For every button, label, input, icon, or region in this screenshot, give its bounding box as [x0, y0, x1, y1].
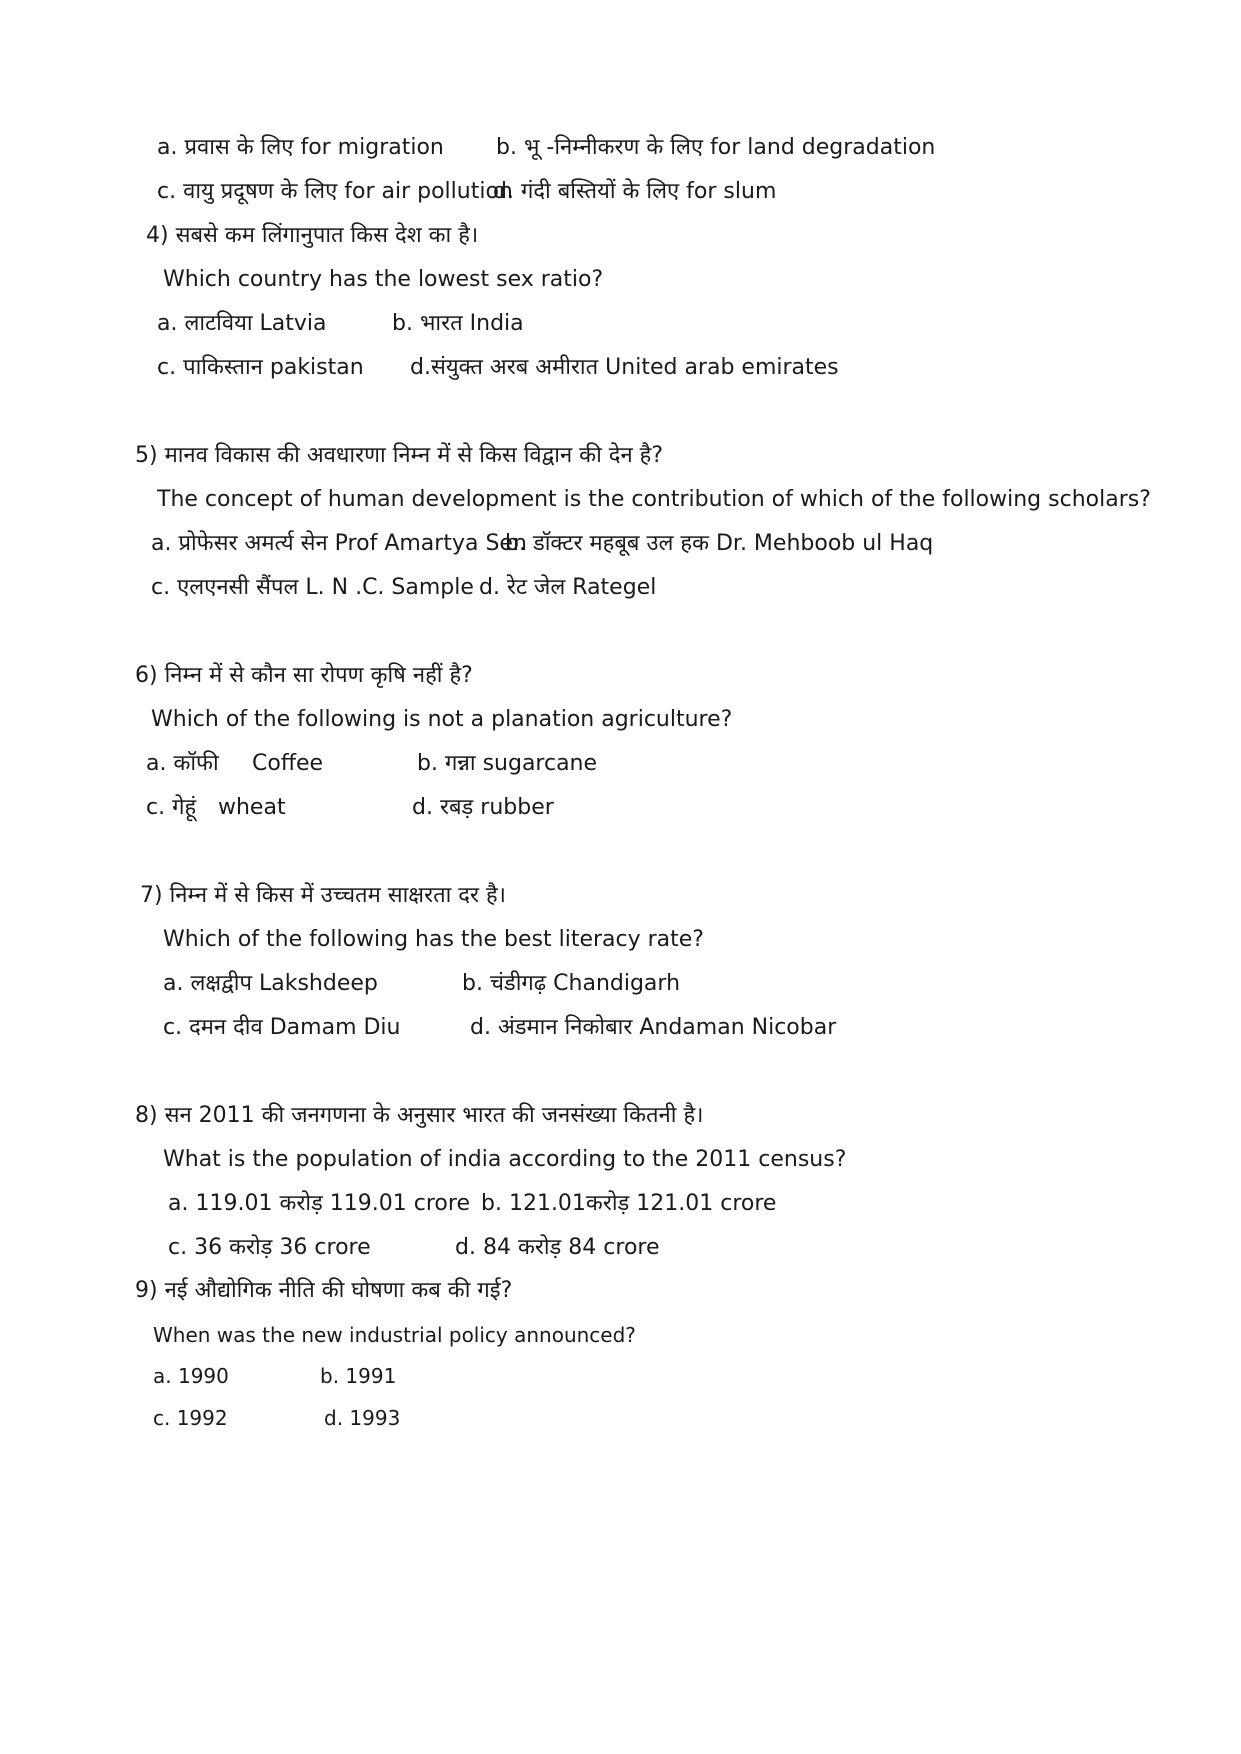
- question-8-option-b: b. 121.01करोड़ 121.01 crore: [481, 1191, 777, 1216]
- question-5-english: The concept of human development is the contribution of which of the following scholars?: [157, 487, 1151, 512]
- question-5-hindi: 5) मानव विकास की अवधारणा निम्न में से किस विद्वान की देन है?: [135, 443, 664, 468]
- question-9-hindi: 9) नई औद्योगिक नीति की घोषणा कब की गई?: [135, 1278, 513, 1303]
- question-8-option-c: c. 36 करोड़ 36 crore: [168, 1235, 371, 1260]
- option-c: c. वायु प्रदूषण के लिए for air pollution: [157, 179, 513, 204]
- question-7-option-b: b. चंडीगढ़ Chandigarh: [462, 971, 681, 996]
- question-8-option-a: a. 119.01 करोड़ 119.01 crore: [168, 1191, 470, 1216]
- question-6-hindi: 6) निम्न में से कौन सा रोपण कृषि नहीं है?: [135, 663, 473, 688]
- question-8-hindi: 8) सन 2011 की जनगणना के अनुसार भारत की जनसंख्या कितनी है।: [135, 1103, 704, 1128]
- question-9-option-d: d. 1993: [324, 1406, 401, 1430]
- question-9-option-b: b. 1991: [320, 1364, 397, 1388]
- question-6-english: Which of the following is not a planation agriculture?: [151, 707, 733, 732]
- question-6-option-c-english: wheat: [218, 795, 286, 820]
- question-4-english: Which country has the lowest sex ratio?: [163, 267, 604, 292]
- question-7-option-a: a. लक्षद्वीप Lakshdeep: [163, 971, 378, 996]
- question-5-option-c: c. एलएनसी सैंपल L. N .C. Sample: [151, 575, 474, 600]
- option-b: b. भू -निम्नीकरण के लिए for land degradation: [496, 135, 936, 160]
- question-4-option-a: a. लाटविया Latvia: [157, 311, 327, 336]
- question-9-english: When was the new industrial policy announced?: [153, 1323, 636, 1347]
- question-6-option-c: c. गेहूं: [146, 795, 197, 820]
- question-4-option-d: d.संयुक्त अरब अमीरात United arab emirates: [410, 355, 839, 380]
- question-7-option-d: d. अंडमान निकोबार Andaman Nicobar: [470, 1015, 837, 1040]
- question-6-option-a-english: Coffee: [252, 751, 324, 776]
- question-9-option-a: a. 1990: [153, 1364, 229, 1388]
- question-9-option-c: c. 1992: [153, 1406, 228, 1430]
- question-6-option-a: a. कॉफी: [146, 751, 219, 776]
- question-4-option-b: b. भारत India: [392, 311, 524, 336]
- question-4-hindi: 4) सबसे कम लिंगानुपात किस देश का है।: [146, 223, 479, 248]
- question-6-option-d: d. रबड़ rubber: [412, 795, 554, 820]
- question-5-option-b: b. डॉक्टर महबूब उल हक Dr. Mehboob ul Haq: [505, 531, 934, 556]
- question-7-option-c: c. दमन दीव Damam Diu: [163, 1015, 401, 1040]
- question-7-english: Which of the following has the best literacy rate?: [163, 927, 704, 952]
- option-d: d. गंदी बस्तियों के लिए for slum: [493, 179, 777, 204]
- question-5-option-a: a. प्रोफेसर अमर्त्य सेन Prof Amartya Sen: [151, 531, 527, 556]
- question-5-option-d: d. रेट जेल Rategel: [479, 575, 657, 600]
- question-8-english: What is the population of india according to the 2011 census?: [163, 1147, 847, 1172]
- question-6-option-b: b. गन्ना sugarcane: [417, 751, 598, 776]
- question-8-option-d: d. 84 करोड़ 84 crore: [455, 1235, 660, 1260]
- option-a: a. प्रवास के लिए for migration: [157, 135, 444, 160]
- question-4-option-c: c. पाकिस्तान pakistan: [157, 355, 364, 380]
- question-7-hindi: 7) निम्न में से किस में उच्चतम साक्षरता दर है।: [140, 883, 506, 908]
